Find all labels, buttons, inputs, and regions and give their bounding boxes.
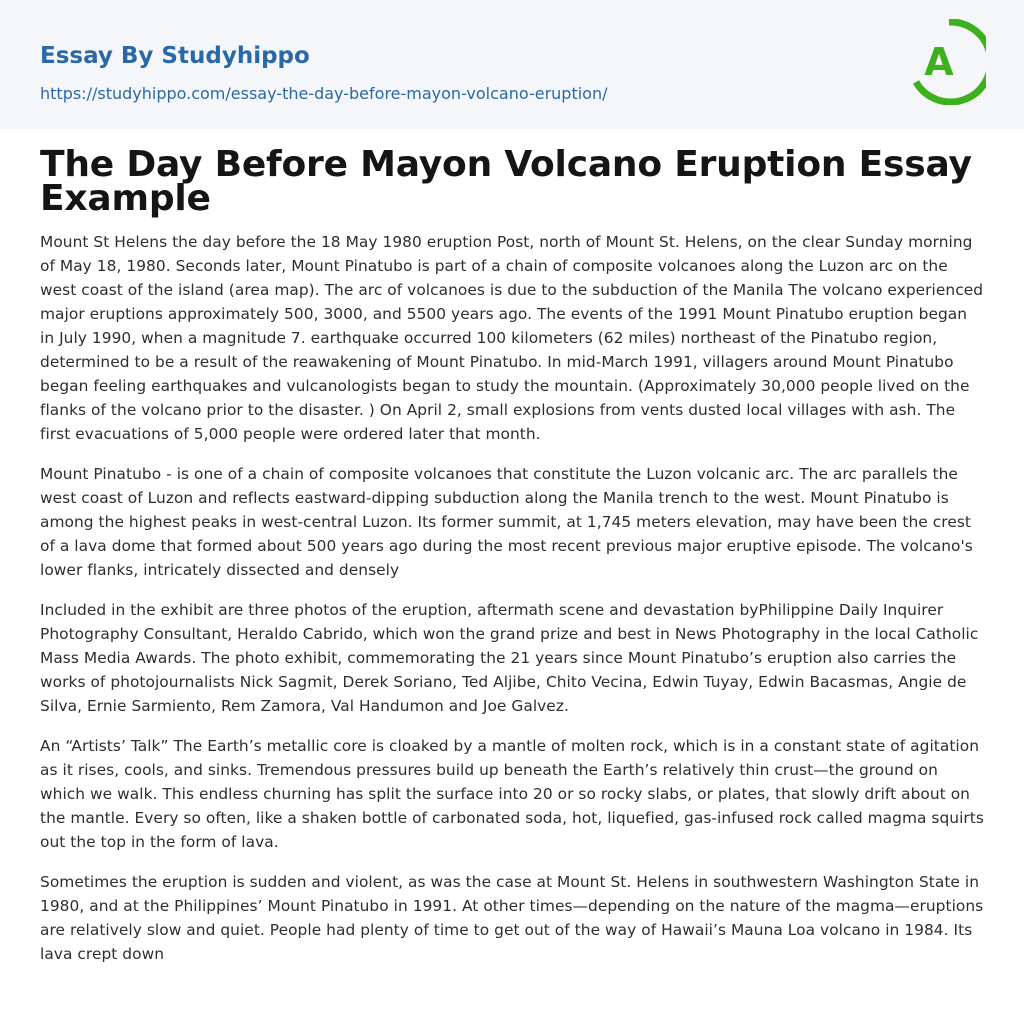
site-header	[0, 0, 1024, 129]
studyhippo-logo-icon[interactable]	[912, 19, 986, 105]
logo-letter: A	[924, 40, 954, 84]
article	[0, 129, 1024, 966]
article-paragraph: An “Artists’ Talk” The Earth’s metallic core is cloaked by a mantle of molten rock, which is in a constant state of agitation as it rises, cools, and sinks. Tremendous pressures build up beneath the Earth’s relatively thin crust—the ground on which we walk. This endless churning has split the surface into 20 or so rocky slabs, or plates, that slowly drift about on the mantle. Every so often, like a shaken bottle of carbonated soda, hot, liquefied, gas-infused rock called magma squirts out the top in the form of lava.	[40, 737, 984, 851]
article-paragraph: Included in the exhibit are three photos of the eruption, aftermath scene and devastation byPhilippine Daily Inquirer Photography Consultant, Heraldo Cabrido, which won the grand prize and best in News Photography in the local Catholic Mass Media Awards. The photo exhibit, commemorating the 21 years since Mount Pinatubo’s eruption also carries the works of photojournalists Nick Sagmit, Derek Soriano, Ted Aljibe, Chito Vecina, Edwin Tuyay, Edwin Bacasmas, Angie de Silva, Ernie Sarmiento, Rem Zamora, Val Handumon and Joe Galvez.	[40, 601, 979, 715]
article-paragraph: Sometimes the eruption is sudden and violent, as was the case at Mount St. Helens in southwestern Washington State in 1980, and at the Philippines’ Mount Pinatubo in 1991. At other times—depending on the nature of the magma—eruptions are relatively slow and quiet. People had plenty of time to get out of the way of Hawaii’s Mauna Loa volcano in 1984. Its lava crept down	[40, 873, 984, 963]
article-paragraph: Mount St Helens the day before the 18 May 1980 eruption Post, north of Mount St. Helens, on the clear Sunday morning of May 18, 1980. Seconds later, Mount Pinatubo is part of a chain of composite volcanoes along the Luzon arc on the west coast of the island (area map). The arc of volcanoes is due to the subduction of the Manila The volcano experienced major eruptions approximately 500, 3000, and 5500 years ago. The events of the 1991 Mount Pinatubo eruption began in July 1990, when a magnitude 7. earthquake occurred 100 kilometers (62 miles) northeast of the Pinatubo region, determined to be a result of the reawakening of Mount Pinatubo. In mid-March 1991, villagers around Mount Pinatubo began feeling earthquakes and vulcanologists began to study the mountain. (Approximately 30,000 people lived on the flanks of the volcano prior to the disaster. ) On April 2, small explosions from vents dusted local villages with ash. The first evacuations of 5,000 people were ordered later that month.	[40, 233, 984, 443]
page-title: The Day Before Mayon Volcano Eruption Essay Example	[40, 144, 972, 219]
article-paragraph: Mount Pinatubo - is one of a chain of composite volcanoes that constitute the Luzon volcanic arc. The arc parallels the west coast of Luzon and reflects eastward-dipping subduction along the Manila trench to the west. Mount Pinatubo is among the highest peaks in west-central Luzon. Its former summit, at 1,745 meters elevation, may have been the crest of a lava dome that formed about 500 years ago during the most recent previous major eruptive episode. The volcano's lower flanks, intricately dissected and densely	[40, 465, 973, 579]
source-url-link[interactable]: https://studyhippo.com/essay-the-day-before-mayon-volcano-eruption/	[40, 84, 608, 103]
brand-title[interactable]: Essay By Studyhippo	[40, 43, 310, 69]
